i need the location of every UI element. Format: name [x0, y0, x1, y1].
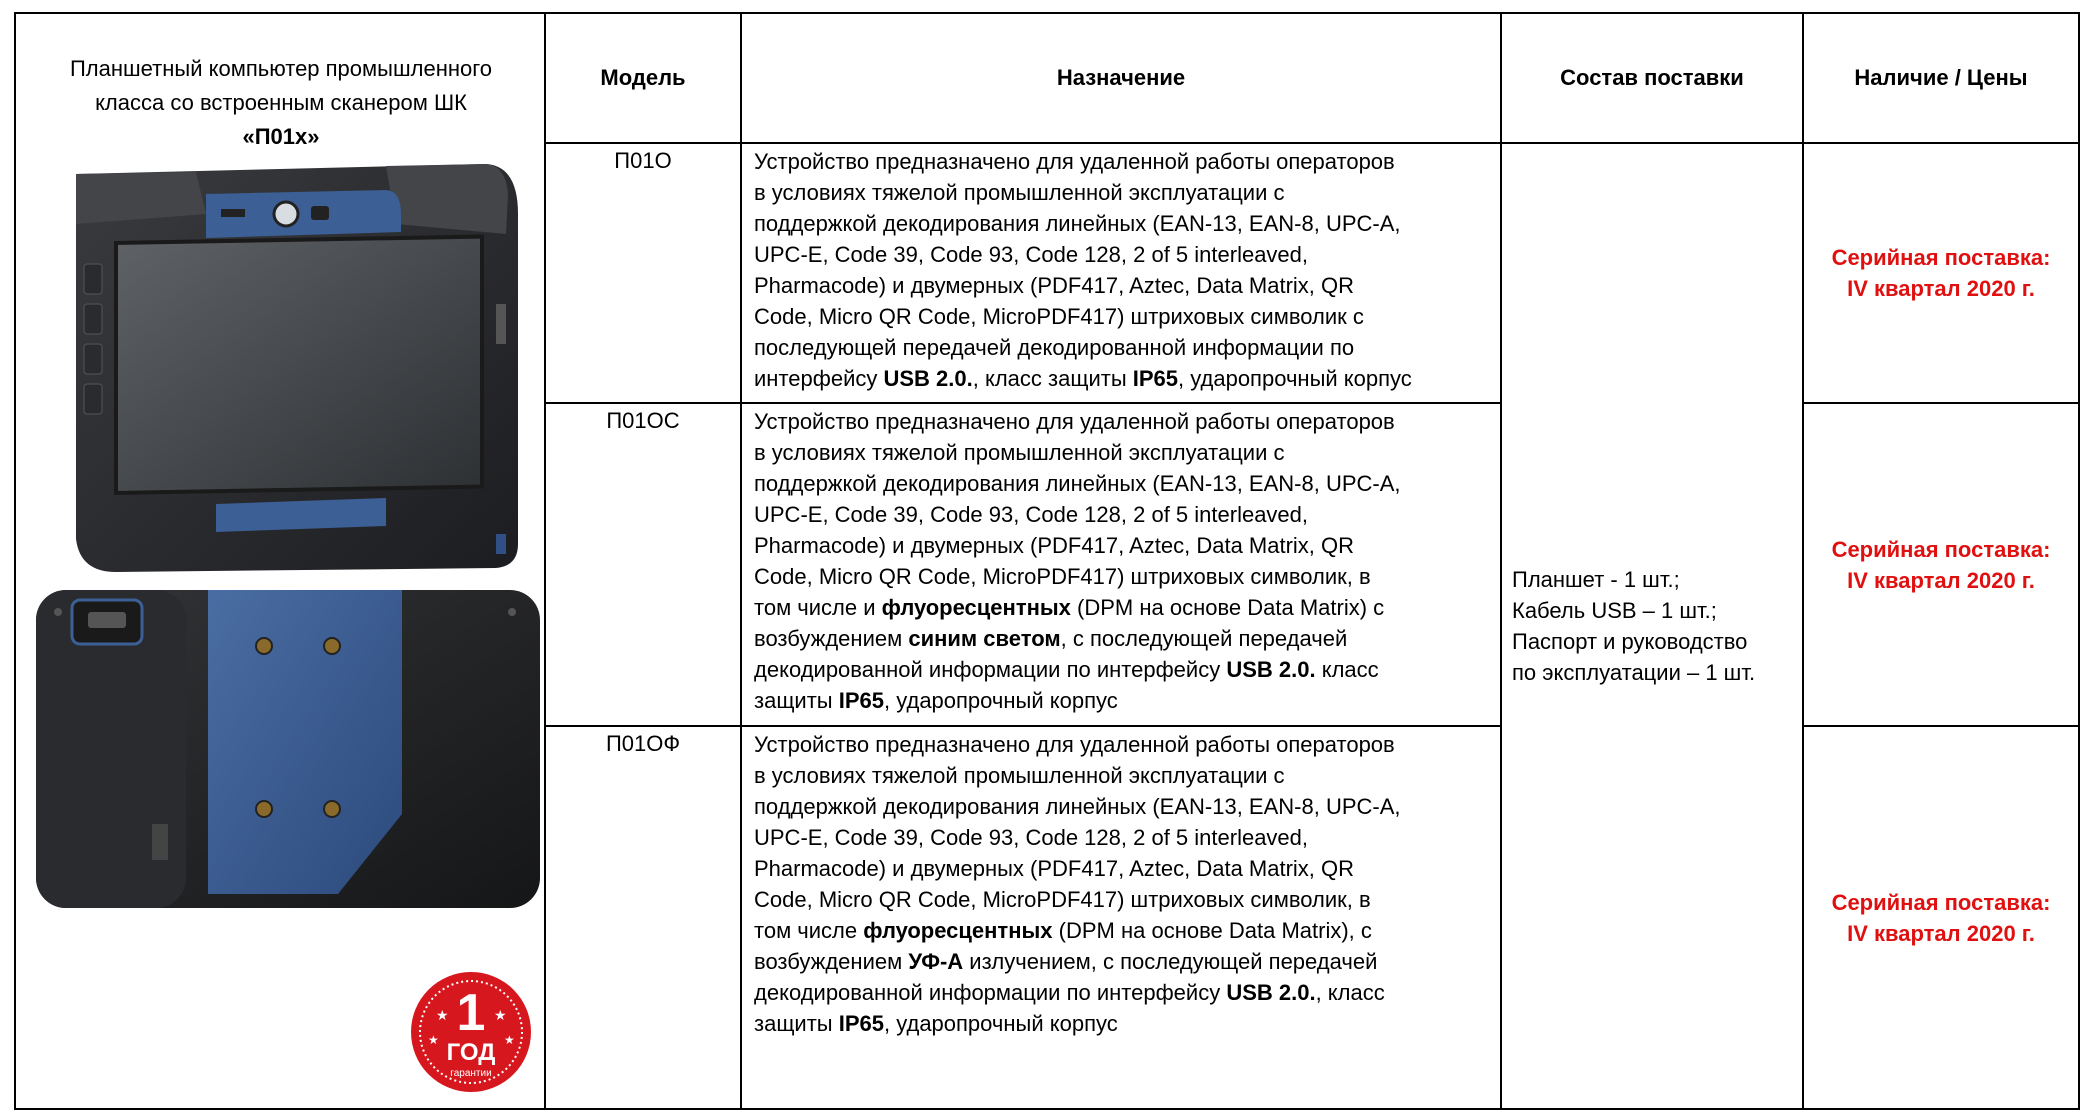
text-fragment: , ударопрочный корпус [883, 1011, 1118, 1036]
availability-date: IV квартал 2020 г. [1847, 920, 2035, 946]
description-line: поддержкой декодирования линейных (EAN-13, EAN-8, UPC-A, [754, 211, 1401, 236]
description-line: UPC-E, Code 39, Code 93, Code 128, 2 of 5 interleaved, [754, 502, 1309, 527]
text-fragment: , ударопрочный корпус [883, 688, 1118, 713]
text-fragment-bold: флуоресцентных [881, 595, 1071, 620]
star-icon: ★ [428, 1033, 439, 1047]
description-line: поддержкой декодирования линейных (EAN-13, EAN-8, UPC-A, [754, 471, 1401, 496]
product-table [14, 12, 2080, 1110]
text-fragment: класс [1315, 657, 1379, 682]
warranty-badge-icon [408, 962, 534, 1102]
description-line: Устройство предназначено для удаленной работы операторов [754, 409, 1395, 434]
text-fragment-bold: USB 2.0. [883, 366, 973, 391]
text-fragment: , класс защиты [972, 366, 1133, 391]
description-line [754, 363, 1490, 394]
description-line: Устройство предназначено для удаленной работы операторов [754, 149, 1395, 174]
star-icon: ★ [494, 1008, 507, 1024]
model-cell: П01О [545, 143, 741, 403]
availability-date: IV квартал 2020 г. [1847, 276, 2035, 301]
text-fragment-bold: USB 2.0. [1226, 657, 1316, 682]
text-fragment: , с последующей передачей [1060, 626, 1348, 651]
description-cell [741, 403, 1501, 726]
description-line: в условиях тяжелой промышленной эксплуатации с [754, 440, 1285, 465]
text-fragment: (DPM на основе Data Matrix), с [1052, 918, 1372, 943]
description-line: Code, Micro QR Code, MicroPDF417) штриховых символик, в [754, 887, 1371, 912]
header-availability: Наличие / Цены [1803, 13, 2079, 143]
warranty-word: ГОД [446, 1039, 496, 1066]
text-fragment: том числе и [754, 595, 882, 620]
availability-text: Серийная поставка: [1831, 889, 2051, 915]
description-line: Code, Micro QR Code, MicroPDF417) штриховых символик с [754, 304, 1364, 329]
text-fragment: излучением, с последующей передачей [963, 949, 1378, 974]
availability-text: Серийная поставка: [1831, 245, 2051, 270]
text-fragment-bold: IP65 [838, 688, 884, 713]
spec-sheet [14, 12, 2078, 1108]
model-cell: П01ОФ [545, 726, 741, 1109]
description-line: в условиях тяжелой промышленной эксплуатации с [754, 763, 1285, 788]
product-cell [15, 13, 545, 1109]
text-fragment: , ударопрочный корпус [1178, 366, 1412, 391]
text-fragment: защиты [754, 688, 839, 713]
description-line [754, 915, 1490, 946]
description-line [754, 1008, 1490, 1039]
availability-cell [1803, 143, 2079, 403]
text-fragment-bold: IP65 [1132, 366, 1179, 391]
text-fragment: декодированной информации по интерфейсу [754, 980, 1227, 1005]
product-title [26, 52, 536, 154]
product-title-line1: Планшетный компьютер промышленного [69, 56, 493, 81]
text-fragment-bold: синим светом [908, 626, 1061, 651]
product-title-line2: класса со встроенным сканером ШК [95, 90, 467, 115]
warranty-caption: гарантии [450, 1068, 492, 1079]
description-cell [741, 143, 1501, 403]
description-line: Code, Micro QR Code, MicroPDF417) штриховых символик, в [754, 564, 1371, 589]
table-header-row [15, 13, 2079, 143]
header-supply: Состав поставки [1501, 13, 1803, 143]
text-fragment: возбуждением [754, 626, 909, 651]
description-line: Устройство предназначено для удаленной работы операторов [754, 732, 1395, 757]
description-line [754, 977, 1490, 1008]
text-fragment: , класс [1315, 980, 1385, 1005]
header-model: Модель [545, 13, 741, 143]
text-fragment: декодированной информации по интерфейсу [754, 657, 1227, 682]
description-line [754, 623, 1490, 654]
text-fragment: защиты [754, 1011, 839, 1036]
text-fragment: интерфейсу [754, 366, 884, 391]
description-line: UPC-E, Code 39, Code 93, Code 128, 2 of 5 interleaved, [754, 242, 1309, 267]
description-line: поддержкой декодирования линейных (EAN-13, EAN-8, UPC-A, [754, 794, 1401, 819]
header-purpose: Назначение [741, 13, 1501, 143]
supply-line: по эксплуатации – 1 шт. [1512, 660, 1756, 685]
description-line: Pharmacode) и двумерных (PDF417, Aztec, Data Matrix, QR [754, 533, 1355, 558]
description-line [754, 946, 1490, 977]
description-line [754, 592, 1490, 623]
availability-text: Серийная поставка: [1831, 536, 2051, 562]
availability-cell [1803, 403, 2079, 726]
text-fragment: (DPM на основе Data Matrix) с [1070, 595, 1385, 620]
text-fragment-bold: IP65 [838, 1011, 884, 1036]
product-model-name: «П01х» [242, 124, 320, 149]
description-line: последующей передачей декодированной информации по [754, 335, 1355, 360]
tablet-back-image [32, 584, 542, 914]
description-line [754, 685, 1490, 716]
star-icon: ★ [436, 1008, 449, 1024]
text-fragment-bold: УФ-А [908, 949, 964, 974]
description-line: UPC-E, Code 39, Code 93, Code 128, 2 of 5 interleaved, [754, 825, 1309, 850]
supply-cell [1501, 143, 1803, 1109]
description-line: Pharmacode) и двумерных (PDF417, Aztec, Data Matrix, QR [754, 856, 1355, 881]
supply-line: Планшет - 1 шт.; [1512, 567, 1680, 592]
description-cell [741, 726, 1501, 1109]
model-cell: П01ОС [545, 403, 741, 726]
tablet-front-image [56, 154, 526, 574]
supply-line: Кабель USB – 1 шт.; [1512, 598, 1717, 623]
text-fragment-bold: USB 2.0. [1226, 980, 1316, 1005]
supply-line: Паспорт и руководство [1512, 629, 1748, 654]
description-line [754, 654, 1490, 685]
availability-cell [1803, 726, 2079, 1109]
description-line: в условиях тяжелой промышленной эксплуатации с [754, 180, 1285, 205]
star-icon: ★ [504, 1033, 515, 1047]
text-fragment: возбуждением [754, 949, 909, 974]
text-fragment-bold: флуоресцентных [863, 918, 1053, 943]
availability-date: IV квартал 2020 г. [1847, 567, 2035, 593]
warranty-number: 1 [456, 984, 486, 1042]
description-line: Pharmacode) и двумерных (PDF417, Aztec, Data Matrix, QR [754, 273, 1355, 298]
text-fragment: том числе [754, 918, 864, 943]
